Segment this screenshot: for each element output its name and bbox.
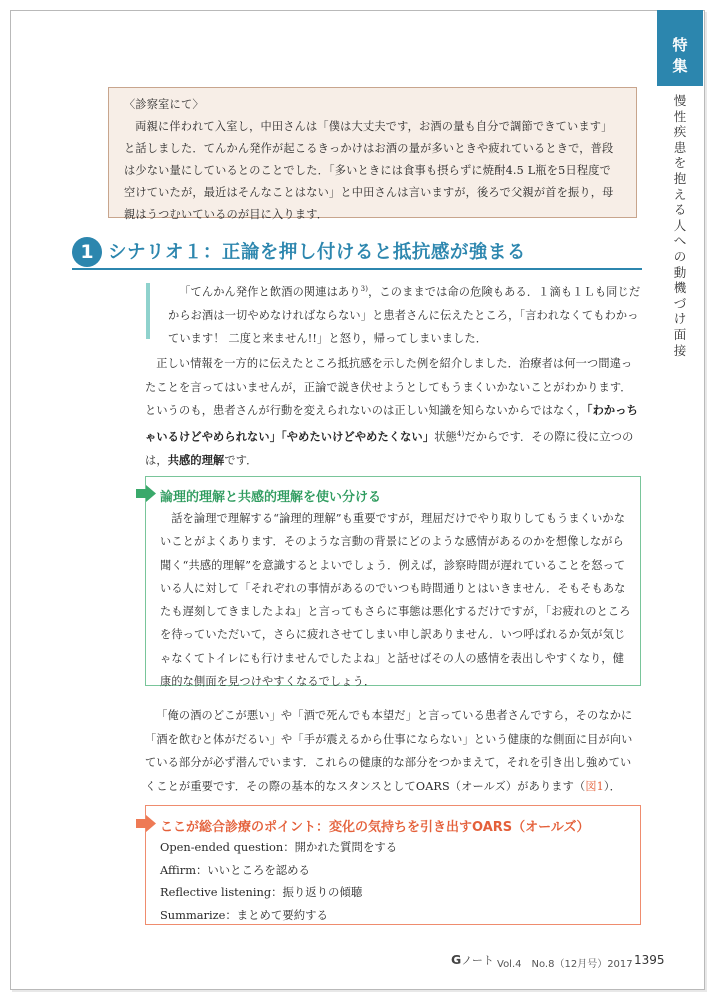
vertical-title-char: け	[673, 311, 687, 327]
vertical-title-char: 人	[673, 217, 687, 233]
para1-text-1: 正しい情報を一方的に伝えたところ抵抗感を示した例を紹介しました．治療者は何一つ間違ったことを言ってはいませんが，正論で説き伏せようとしてもうまくいかないことがわかります．というのも，患者さんが行動を変えられないのは正しい知識を知らないからではなく，	[145, 357, 633, 417]
oars-list	[160, 836, 630, 926]
consultation-heading: 〈診察室にて〉	[124, 98, 204, 111]
vertical-title-char: 疾	[673, 124, 687, 140]
vertical-title-char: の	[673, 248, 687, 264]
scenario-quote	[168, 278, 642, 350]
page-number: 1395	[634, 953, 665, 967]
para1-text-3: だからです．その際に役に立つのは，	[145, 430, 634, 467]
feature-tab-line1: 特	[672, 36, 688, 54]
para2-text-1: 「俺の酒のどこが悪い」や「酒で死んでも本望だ」と言っている患者さんですら，そのなかに「酒を飲むと体がだるい」や「手が震えるから仕事にならない」という健康的な側面に目が向いている部分が必ず潜んでいます．これらの健康的な部分をつかまえて，それを引き出し強めていくことが重要です．その際の基本的なスタンスとしてOARS（オールズ）があります（	[145, 709, 633, 793]
feature-tab	[657, 10, 703, 86]
section-title: シナリオ１：正論を押し付けると抵抗感が強まる	[108, 242, 526, 263]
body-paragraph-2	[145, 704, 642, 798]
journal-logo	[451, 952, 494, 968]
figure-ref-link[interactable]: 図1	[585, 779, 604, 793]
quote-text-2: ，このままでは命の危険もある．１滴も１Ｌも同じだからお酒は一切やめなければならない」と患者さんに伝えたところ，「言われなくてもわかっています！ 二度と来ません!!」と怒り，帰ってしまいました．	[168, 285, 641, 345]
section-underline	[72, 268, 642, 270]
para1-ref: 4)	[456, 429, 465, 438]
feature-tab-line2: 集	[672, 57, 688, 75]
vertical-title-char: 性	[673, 108, 687, 124]
para1-text-4: です．	[224, 453, 258, 467]
para1-bold-2: 共感的理解	[167, 453, 225, 467]
vertical-title-char: 患	[673, 139, 687, 155]
green-box-body	[160, 507, 632, 693]
para1-text-2: 状態	[434, 430, 457, 444]
journal-logo-text: ノート	[461, 954, 494, 967]
vertical-title-char: 面	[673, 326, 687, 342]
para1-bold-1: 「わかっちゃいるけどやめられない」「やめたいけどやめたくない」	[145, 404, 638, 444]
vertical-title-char: を	[673, 155, 687, 171]
vertical-title-char: 慢	[673, 93, 687, 108]
journal-logo-g: G	[451, 952, 462, 967]
feature-vertical-title	[672, 92, 688, 357]
consultation-box	[108, 87, 637, 221]
vertical-title-char: へ	[673, 233, 687, 249]
para2-text-2: ）．	[603, 779, 621, 793]
section-number-badge: 1	[72, 237, 102, 267]
consultation-body: 両親に伴われて入室し，中田さんは「僕は大丈夫です，お酒の量も自分で調節できています」と話しました．てんかん発作が起こるきっかけはお酒の量が多いときや疲れているときで，普段は少ない量にしているとのことでした．「多いときには食事も摂らずに焼酎4.5 L瓶を5日程度で空けていたが，最近はそんなことはない」と中田さんは言いますが，後ろで父親が首を振り，母親はうつむいているのが目に入ります．	[124, 120, 614, 221]
vertical-title-char: え	[673, 186, 687, 202]
green-arrow-icon	[136, 485, 156, 502]
vertical-title-char: 抱	[673, 170, 687, 186]
vertical-title-char: る	[673, 202, 687, 218]
quote-text-1: 「てんかん発作と飲酒の関連はあり	[179, 285, 361, 299]
vertical-title-char: 機	[673, 280, 687, 296]
oars-item: Reflective listening：振り返りの傾聴	[160, 885, 363, 900]
green-box-title: 論理的理解と共感的理解を使い分ける	[160, 490, 382, 505]
quote-ref: 3)	[360, 285, 369, 293]
oars-item: Open-ended question：開かれた質問をする	[160, 840, 398, 854]
oars-item: Affirm：いいところを認める	[160, 862, 310, 877]
vertical-title-char: 動	[673, 264, 687, 280]
vertical-title-char: づ	[673, 295, 687, 311]
vertical-title-char: 接	[673, 342, 687, 358]
body-paragraph-1	[145, 352, 642, 472]
red-box-title: ここが総合診療のポイント：変化の気持ちを引き出すOARS（オールズ）	[160, 820, 590, 835]
oars-item: Summarize：まとめて要約する	[160, 907, 328, 922]
red-arrow-icon	[136, 815, 156, 832]
green-box-text: 話を論理で理解する“論理的理解”も重要ですが，理屈だけでやり取りしてもうまくいかないことがよくあります．そのような言動の背景にどのような感情があるのかを想像しながら聞く“共感的理解”を意識するとよいでしょう．例えば，診察時間が遅れていることを怒っている人に対して「それぞれの事情があるのでいつも時間通りとはいきません．そもそもあなたも遅刻してきましたよね」と言ってもさらに事態は悪化するだけですが，「お疲れのところを待っていただいて，さらに疲れさせてしまい申し訳ありません．いつ呼ばれるか気が気じゃなくてトイレにも行けませんでしたよね」と話せばその人の感情を表出しやすくなり，健康的な側面を見つけやすくなるでしょう．	[160, 512, 631, 689]
journal-issue: Vol.4 No.8（12月号）2017	[497, 959, 633, 970]
quote-bar	[146, 283, 150, 339]
